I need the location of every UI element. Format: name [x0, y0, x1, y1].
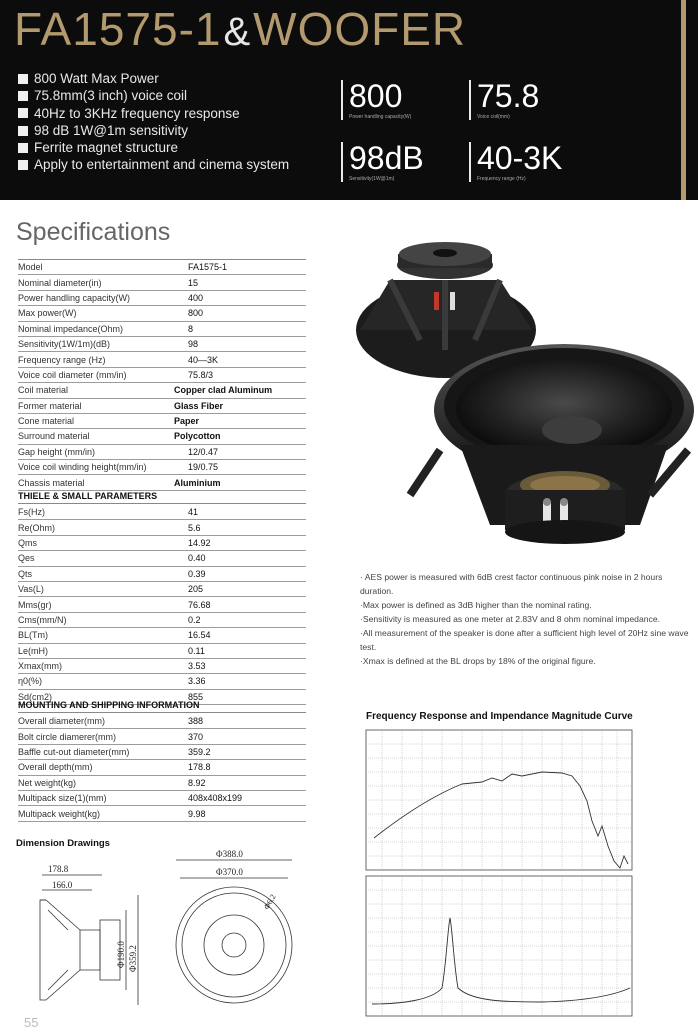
header-banner: [0, 0, 698, 200]
table-row: [18, 776, 306, 791]
note-item: ·All measurement of the speaker is done after a sufficient high level of 20Hz sine wave test.: [360, 628, 689, 652]
param-name: Multipack size(1)(mm): [18, 793, 107, 804]
param-value: FA1575-1: [188, 262, 228, 273]
param-name: Nominal diameter(in): [18, 277, 102, 288]
param-name: Chassis material: [18, 477, 85, 488]
param-name: Coil material: [18, 385, 69, 396]
frequency-response-curve: [374, 772, 628, 868]
table-row: [18, 714, 306, 729]
dim-label: Φ388.0: [216, 850, 243, 859]
table-row: [18, 260, 306, 275]
table-row: [18, 806, 306, 821]
feature-text: Apply to entertainment and cinema system: [34, 157, 290, 173]
param-name: Net weight(kg): [18, 777, 77, 788]
feature-text: Ferrite magnet structure: [34, 140, 179, 156]
dim-label: Φ6.2: [261, 892, 278, 911]
param-name: Qes: [18, 553, 35, 564]
table-row: [18, 791, 306, 806]
dim-label: Φ359.2: [128, 945, 138, 972]
response-grid: [366, 730, 632, 870]
param-value: 408x408x199: [188, 793, 243, 804]
thiele-small-table: [18, 505, 306, 705]
table-row: [18, 567, 306, 582]
param-name: Overall depth(mm): [18, 762, 93, 773]
square-bullet-icon: [18, 126, 28, 136]
feature-text: 75.8mm(3 inch) voice coil: [34, 88, 188, 104]
stat-power: [341, 80, 411, 120]
chart-title: Frequency Response and Impendance Magnitude Curve: [366, 711, 633, 722]
param-name: Mms(gr): [18, 599, 52, 610]
param-name: Fs(Hz): [18, 507, 45, 518]
param-name: Bolt circle diamerer(mm): [18, 731, 117, 742]
shipping-title: MOUNTING AND SHIPPING INFORMATION: [18, 700, 306, 713]
stat-label: Sensitivity(1W@1m): [349, 176, 395, 182]
square-bullet-icon: [18, 160, 28, 170]
feature-text: 800 Watt Max Power: [34, 71, 159, 86]
param-value: 0.11: [188, 645, 205, 656]
param-value: 0.40: [188, 553, 206, 564]
table-row: [18, 460, 306, 475]
param-name: Voice coil winding height(mm/in): [18, 462, 147, 473]
table-row: [18, 760, 306, 775]
param-value: 800: [188, 308, 204, 319]
param-name: Multipack weight(kg): [18, 808, 101, 819]
param-value: Polycotton: [174, 431, 221, 442]
param-name: Sensitivity(1W/1m)(dB): [18, 339, 111, 350]
table-row: [18, 414, 306, 429]
param-name: Baffle cut-out diameter(mm): [18, 746, 130, 757]
frequency-response-chart: [362, 726, 636, 1020]
param-value: 3.36: [188, 676, 206, 687]
param-name: Frequency range (Hz): [18, 354, 106, 365]
dimension-drawing: [20, 850, 310, 1020]
table-row: [18, 613, 306, 628]
param-name: Qms: [18, 537, 37, 548]
param-name: Sd(cm2): [18, 691, 53, 702]
square-bullet-icon: [18, 74, 28, 84]
table-row: [18, 399, 306, 414]
feature-item: [18, 70, 289, 87]
param-name: Le(mH): [18, 645, 49, 656]
param-name: Cms(mm/N): [18, 614, 67, 625]
product-photo: [350, 240, 698, 552]
stat-value: 98dB: [349, 140, 424, 176]
stat-frequency: [469, 142, 562, 182]
stat-voice-coil: [469, 80, 539, 120]
param-value: 8: [188, 323, 194, 334]
stat-value: 75.8: [477, 78, 540, 114]
dim-label: Φ190.0: [116, 941, 126, 968]
param-value: 41: [188, 507, 199, 518]
table-row: [18, 551, 306, 566]
table-row: [18, 445, 306, 460]
feature-item: [18, 139, 289, 156]
feature-item: [18, 122, 289, 139]
table-row: [18, 729, 306, 744]
param-value: Copper clad Aluminum: [174, 385, 273, 396]
impedance-grid: [366, 876, 632, 1016]
table-row: [18, 383, 306, 398]
param-value: 178.8: [188, 762, 211, 773]
impedance-curve: [372, 918, 630, 1004]
feature-item: [18, 156, 289, 173]
param-value: 8.92: [188, 777, 206, 788]
page-number: 55: [24, 1015, 39, 1030]
param-value: Aluminium: [174, 477, 221, 488]
stat-value: 40-3K: [477, 140, 563, 176]
specifications-table: [18, 259, 306, 491]
table-row: [18, 520, 306, 535]
note-item: ·Max power is defined as 3dB higher than the nominal rating.: [360, 600, 592, 610]
dim-label: Φ370.0: [216, 867, 243, 877]
table-row: [18, 306, 306, 321]
param-value: Paper: [174, 416, 200, 427]
feature-list: [18, 70, 289, 174]
table-row: [18, 582, 306, 597]
title-model: FA1575-1: [14, 3, 222, 55]
stat-sensitivity: [341, 142, 424, 182]
feature-text: 40Hz to 3KHz frequency response: [34, 105, 240, 121]
feature-text: 98 dB 1W@1m sensitivity: [34, 122, 189, 138]
table-row: [18, 429, 306, 444]
dimension-title: Dimension Drawings: [16, 838, 110, 849]
dim-label: 166.0: [52, 880, 73, 890]
param-name: Gap height (mm/in): [18, 446, 96, 457]
param-name: Cone material: [18, 416, 75, 427]
table-row: [18, 337, 306, 352]
param-value: 205: [188, 584, 204, 595]
table-row: [18, 505, 306, 520]
stat-label: Frequency range (Hz): [477, 176, 526, 182]
param-value: 0.39: [188, 568, 206, 579]
param-value: 98: [188, 339, 199, 350]
stat-label: Power handling capacity(W): [349, 114, 412, 120]
table-row: [18, 597, 306, 612]
title-ampersand: &: [223, 10, 252, 54]
param-name: Overall diameter(mm): [18, 716, 106, 727]
table-row: [18, 475, 306, 490]
dim-label: 178.8: [48, 864, 69, 874]
table-row: [18, 536, 306, 551]
param-value: 3.53: [188, 661, 206, 672]
stat-value: 800: [349, 78, 403, 114]
table-row: [18, 674, 306, 689]
param-value: 400: [188, 292, 204, 303]
param-value: 0.2: [188, 614, 201, 625]
param-value: 359.2: [188, 746, 211, 757]
measurement-notes: [360, 570, 692, 668]
table-row: [18, 275, 306, 290]
param-value: 76.68: [188, 599, 211, 610]
param-name: Surround material: [18, 431, 90, 442]
param-value: 15: [188, 277, 199, 288]
param-name: BL(Tm): [18, 630, 48, 641]
param-value: 855: [188, 691, 204, 702]
param-name: Xmax(mm): [18, 661, 62, 672]
param-value: 40—3K: [188, 354, 219, 365]
thiele-small-title: THIELE & SMALL PARAMETERS: [18, 491, 306, 504]
shipping-table: [18, 714, 306, 822]
param-value: 370: [188, 731, 204, 742]
note-item: ·Sensitivity is measured as one meter at 2.83V and 8 ohm nominal impedance.: [360, 614, 660, 624]
table-row: [18, 659, 306, 674]
param-name: Vas(L): [18, 584, 44, 595]
param-value: Glass Fiber: [174, 400, 224, 411]
param-value: 75.8/3: [188, 369, 214, 380]
table-row: [18, 322, 306, 337]
param-name: Voice coil diameter (mm/in): [18, 369, 127, 380]
param-value: 16.54: [188, 630, 211, 641]
note-item: ·Xmax is defined at the BL drops by 18% of the original figure.: [360, 656, 596, 666]
param-name: Power handling capacity(W): [18, 292, 131, 303]
note-item: · AES power is measured with 6dB crest factor continuous pink noise in 2 hours duration.: [360, 572, 663, 596]
stat-label: Voice coil(mm): [477, 114, 510, 120]
param-name: Former material: [18, 400, 82, 411]
table-row: [18, 291, 306, 306]
table-row: [18, 644, 306, 659]
feature-item: [18, 105, 289, 122]
table-row: [18, 745, 306, 760]
param-name: Re(Ohm): [18, 522, 56, 533]
page-title: [14, 2, 466, 56]
param-name: Nominal impedance(Ohm): [18, 323, 124, 334]
table-row: [18, 368, 306, 383]
feature-item: [18, 87, 289, 104]
gold-accent-bar: [681, 0, 686, 200]
param-value: 14.92: [188, 537, 211, 548]
title-type: WOOFER: [253, 3, 467, 55]
param-name: Model: [18, 262, 43, 273]
param-value: 19/0.75: [188, 462, 219, 473]
param-value: 5.6: [188, 522, 201, 533]
param-value: 388: [188, 716, 204, 727]
table-row: [18, 352, 306, 367]
param-value: 12/0.47: [188, 446, 219, 457]
param-name: η0(%): [18, 676, 43, 687]
square-bullet-icon: [18, 91, 28, 101]
table-row: [18, 628, 306, 643]
param-value: 9.98: [188, 808, 206, 819]
square-bullet-icon: [18, 143, 28, 153]
param-name: Qts: [18, 568, 33, 579]
specifications-title: Specifications: [16, 218, 171, 246]
param-name: Max power(W): [18, 308, 77, 319]
square-bullet-icon: [18, 108, 28, 118]
